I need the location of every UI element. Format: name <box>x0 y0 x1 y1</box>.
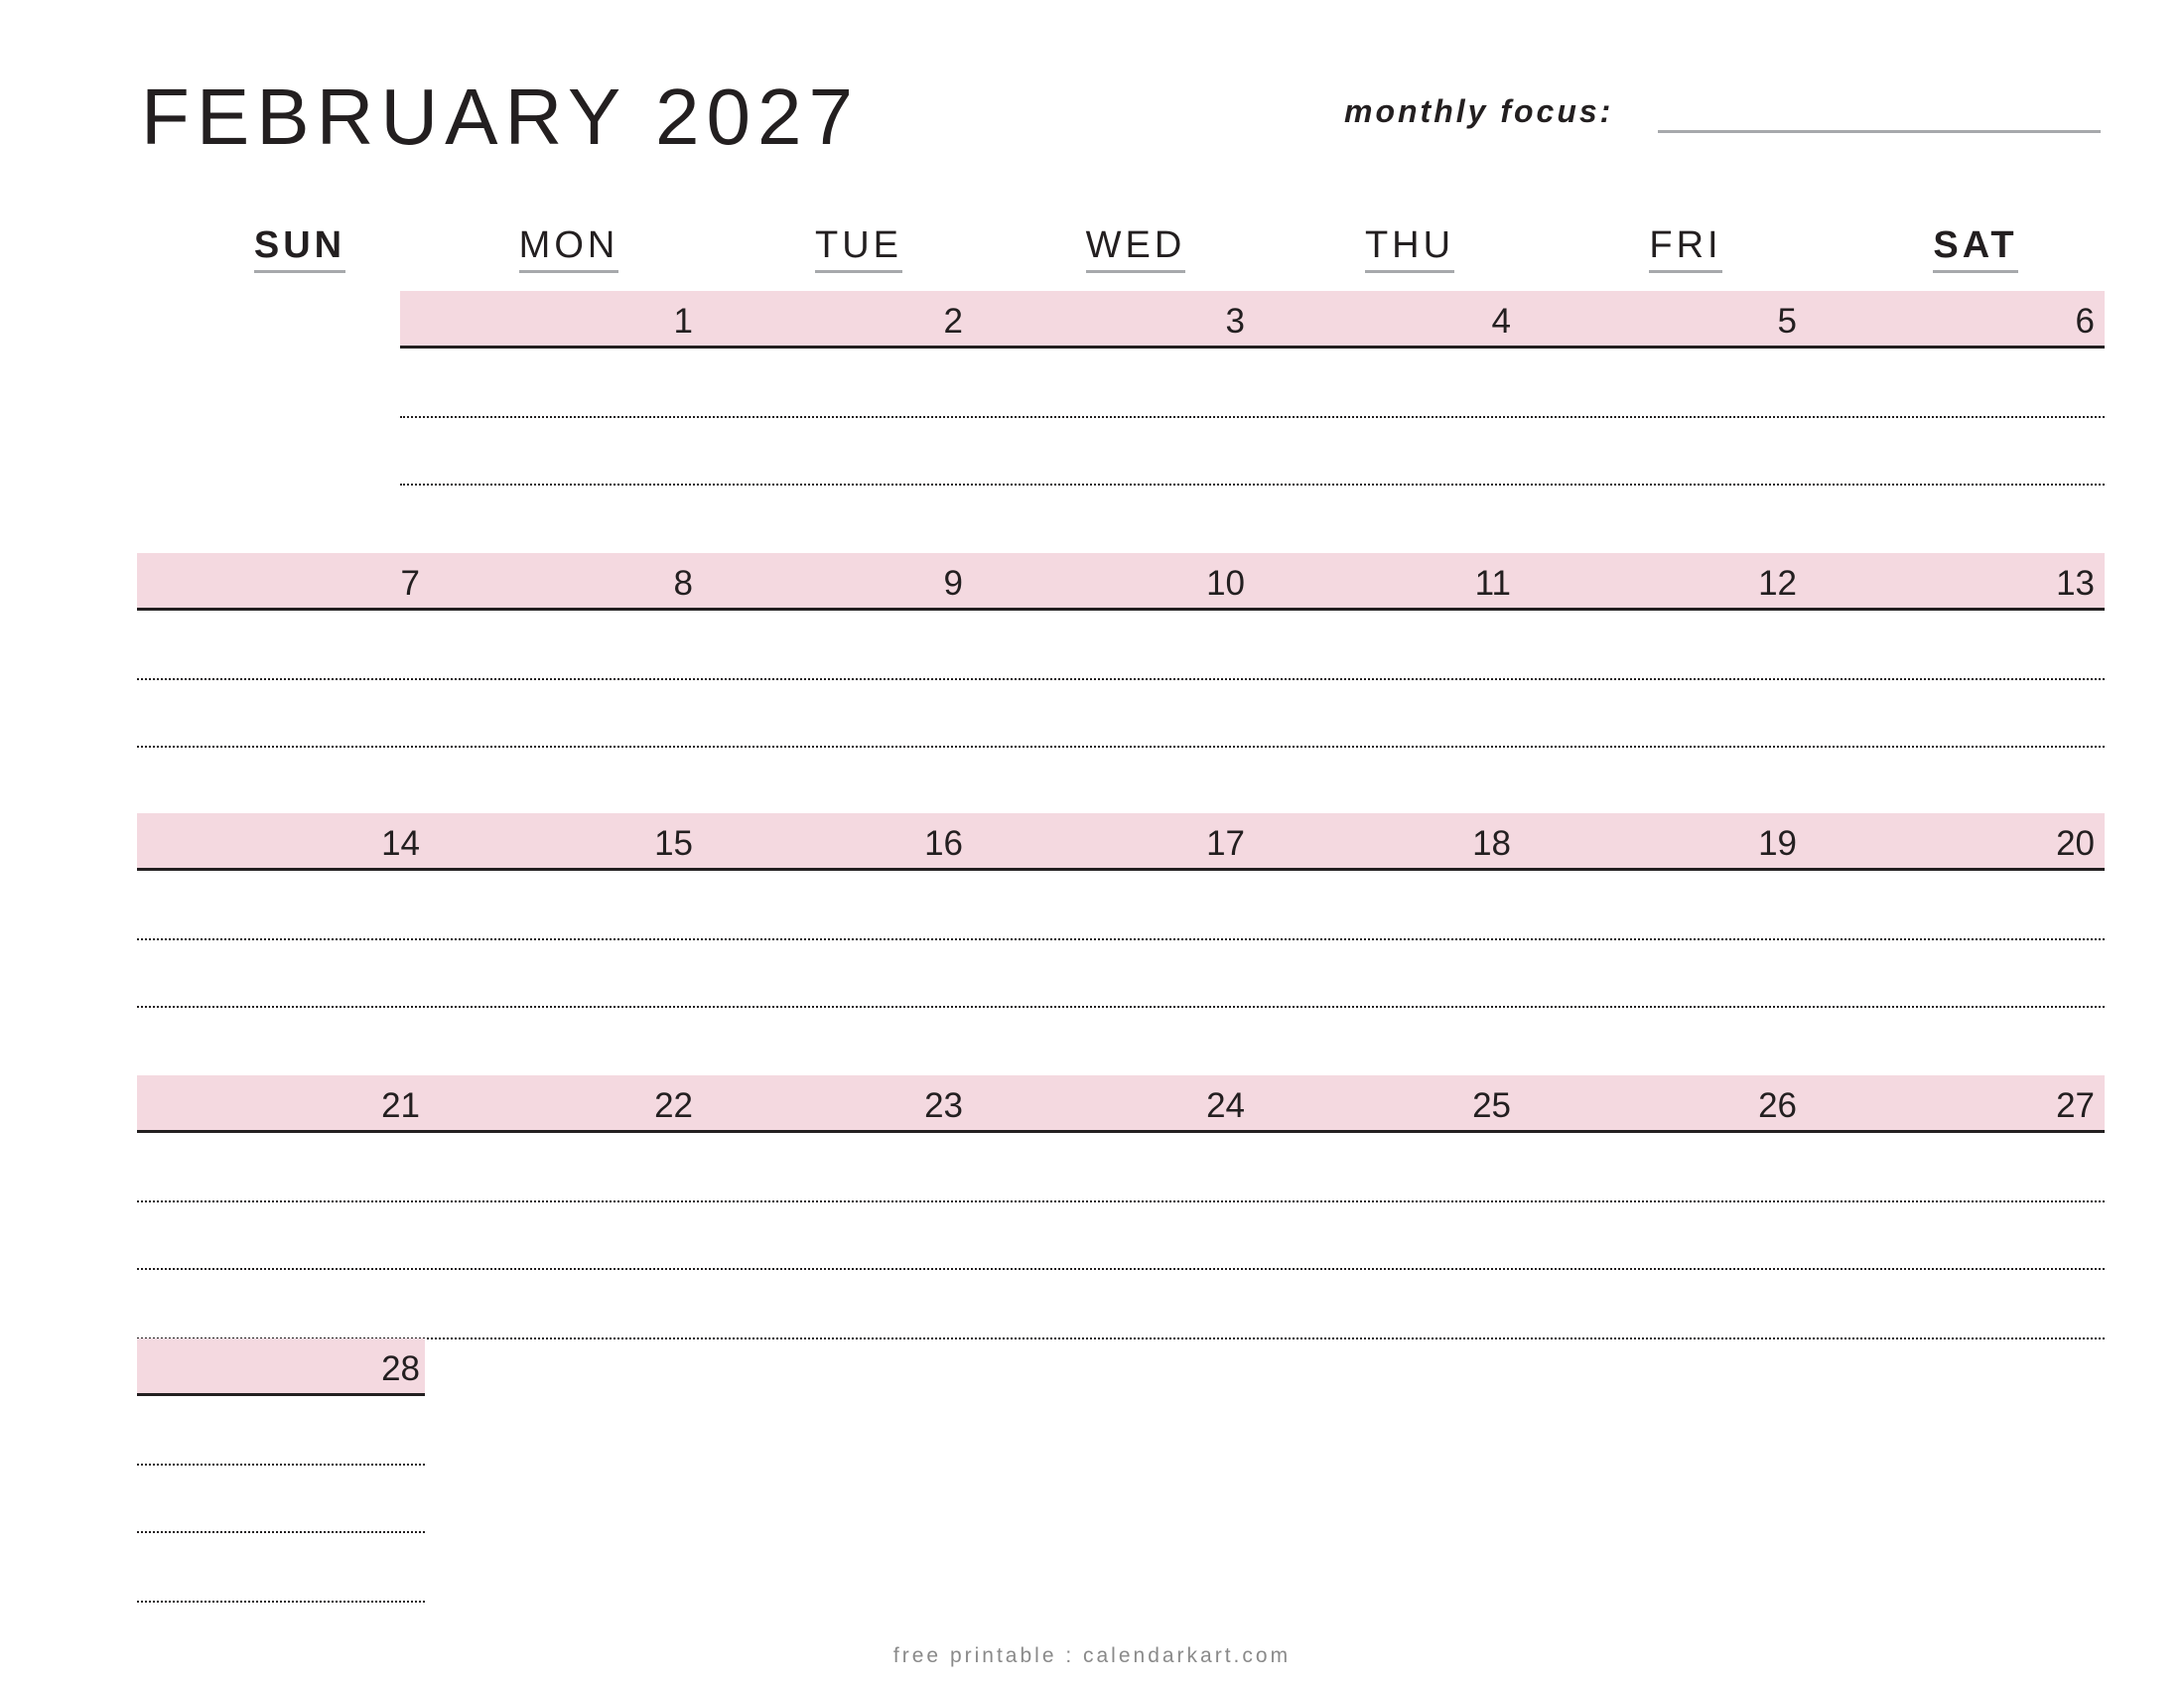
date-number: 7 <box>400 564 420 603</box>
day-header-sun <box>210 226 389 273</box>
footer-credit: free printable : calendarkart.com <box>892 1644 1292 1667</box>
writing-line[interactable] <box>137 1200 2105 1202</box>
date-number: 3 <box>1225 302 1245 341</box>
date-number: 28 <box>381 1349 420 1388</box>
writing-line[interactable] <box>137 938 2105 940</box>
writing-line[interactable] <box>137 678 2105 680</box>
day-header-label: MON <box>519 226 619 273</box>
writing-line[interactable] <box>137 1268 2105 1270</box>
week-band-4 <box>137 1075 2105 1133</box>
day-header-thu <box>1320 226 1499 273</box>
date-number: 10 <box>1206 564 1245 603</box>
date-number: 18 <box>1472 824 1511 863</box>
date-number: 16 <box>924 824 963 863</box>
date-number: 24 <box>1206 1086 1245 1125</box>
date-number: 17 <box>1206 824 1245 863</box>
day-header-mon <box>479 226 658 273</box>
date-number: 26 <box>1758 1086 1797 1125</box>
date-number: 20 <box>2056 824 2095 863</box>
day-header-label: TUE <box>815 226 902 273</box>
week-band-2 <box>137 553 2105 611</box>
day-header-sat <box>1886 226 2065 273</box>
day-header-label: SAT <box>1933 226 2017 273</box>
monthly-focus-line[interactable] <box>1658 130 2101 133</box>
date-number: 8 <box>673 564 693 603</box>
date-number: 19 <box>1758 824 1797 863</box>
day-header-label: THU <box>1365 226 1454 273</box>
date-number: 1 <box>673 302 693 341</box>
date-number: 27 <box>2056 1086 2095 1125</box>
date-number: 5 <box>1777 302 1797 341</box>
date-number: 2 <box>943 302 963 341</box>
date-number: 21 <box>381 1086 420 1125</box>
week-band-3 <box>137 813 2105 871</box>
writing-line[interactable] <box>137 1531 425 1533</box>
writing-line[interactable] <box>137 746 2105 748</box>
writing-line[interactable] <box>400 416 2106 418</box>
day-header-label: FRI <box>1649 226 1721 273</box>
date-number: 6 <box>2075 302 2095 341</box>
writing-line[interactable] <box>137 1601 425 1603</box>
writing-line[interactable] <box>137 1464 425 1466</box>
monthly-focus-label: monthly focus: <box>1344 93 1614 129</box>
date-number: 23 <box>924 1086 963 1125</box>
date-number: 11 <box>1474 564 1511 603</box>
writing-line[interactable] <box>137 1006 2105 1008</box>
day-header-label: SUN <box>254 226 345 273</box>
date-number: 25 <box>1472 1086 1511 1125</box>
day-header-tue <box>769 226 948 273</box>
date-number: 13 <box>2056 564 2095 603</box>
date-number: 4 <box>1491 302 1511 341</box>
day-header-label: WED <box>1086 226 1186 273</box>
date-number: 9 <box>943 564 963 603</box>
date-number: 12 <box>1758 564 1797 603</box>
date-number: 14 <box>381 824 420 863</box>
date-number: 15 <box>654 824 693 863</box>
writing-line[interactable] <box>137 1337 2105 1339</box>
week-band-1 <box>400 291 2106 349</box>
day-header-wed <box>1046 226 1225 273</box>
writing-line[interactable] <box>400 484 2106 486</box>
day-header-fri <box>1596 226 1775 273</box>
page-title: FEBRUARY 2027 <box>141 72 860 161</box>
date-number: 22 <box>654 1086 693 1125</box>
